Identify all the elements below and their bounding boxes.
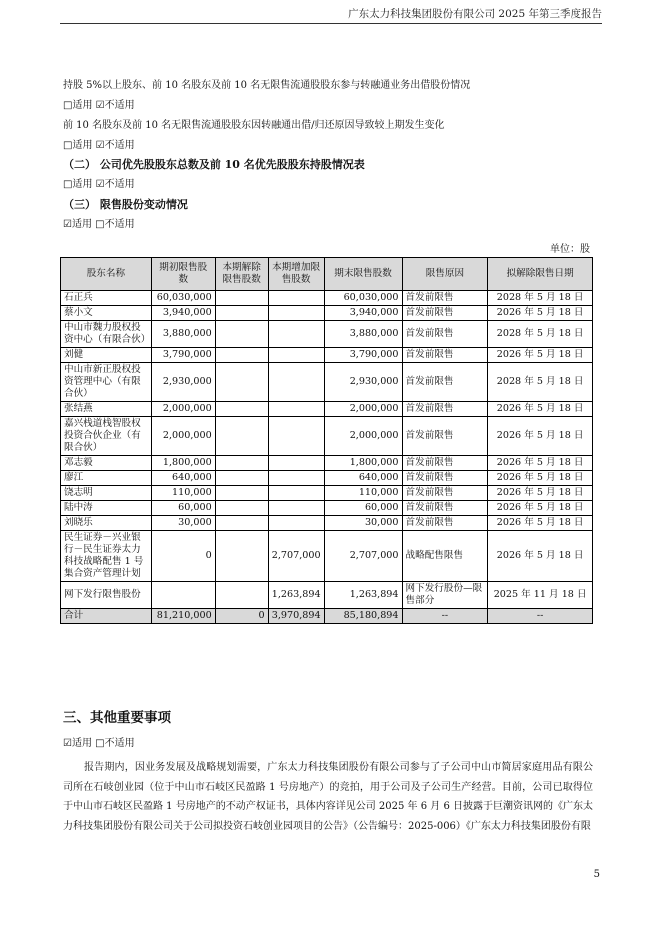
table-cell: 合计 — [61, 609, 152, 624]
table-cell — [215, 456, 268, 471]
col-header: 期末限售股数 — [324, 258, 402, 291]
restricted-shares-table — [60, 257, 593, 624]
table-cell: 2026 年 5 月 18 日 — [488, 417, 593, 456]
table-cell: 网下发行股份—限售部分 — [402, 582, 488, 609]
table-cell: 1,263,894 — [324, 582, 402, 609]
report-header-title: 广东太力科技集团股份有限公司 2025 年第三季度报告 — [348, 8, 602, 20]
table-cell: 首发前限售 — [402, 363, 488, 402]
table-cell: 民生证券－兴业银行－民生证券太力科技战略配售 1 号集合资产管理计划 — [61, 531, 152, 582]
table-cell: 2026 年 5 月 18 日 — [488, 306, 593, 321]
table-cell: 廖江 — [61, 471, 152, 486]
table-row — [61, 417, 593, 456]
table-row — [61, 363, 593, 402]
table-cell — [268, 417, 324, 456]
table-cell: 2026 年 5 月 18 日 — [488, 471, 593, 486]
table-cell: 3,790,000 — [324, 348, 402, 363]
table-cell — [268, 348, 324, 363]
applicability-2: □适用 ☑不适用 — [63, 140, 135, 151]
table-cell: 640,000 — [151, 471, 215, 486]
table-row — [61, 402, 593, 417]
table-cell: 首发前限售 — [402, 348, 488, 363]
table-cell: 中山市魏力股权投资中心（有限合伙） — [61, 321, 152, 348]
table-cell — [215, 348, 268, 363]
table-cell: 2026 年 5 月 18 日 — [488, 516, 593, 531]
table-cell: 2,707,000 — [268, 531, 324, 582]
table-row — [61, 531, 593, 582]
header-divider — [60, 23, 602, 24]
table-cell — [268, 291, 324, 306]
table-cell: 2026 年 5 月 18 日 — [488, 456, 593, 471]
table-cell: 3,790,000 — [151, 348, 215, 363]
table-cell: 60,030,000 — [151, 291, 215, 306]
table-cell — [215, 501, 268, 516]
table-cell: 2,000,000 — [151, 402, 215, 417]
table-cell: 1,263,894 — [268, 582, 324, 609]
table-cell: 首发前限售 — [402, 417, 488, 456]
table-cell: 2026 年 5 月 18 日 — [488, 486, 593, 501]
table-cell: 2028 年 5 月 18 日 — [488, 321, 593, 348]
table-cell: -- — [402, 609, 488, 624]
table-cell: 首发前限售 — [402, 291, 488, 306]
table-cell: 2,000,000 — [324, 402, 402, 417]
table-cell: 2025 年 11 月 18 日 — [488, 582, 593, 609]
table-cell: 81,210,000 — [151, 609, 215, 624]
table-cell: 0 — [215, 609, 268, 624]
table-cell — [215, 306, 268, 321]
table-row — [61, 348, 593, 363]
table-cell: 邓志毅 — [61, 456, 152, 471]
text-lending-heading: 持股 5%以上股东、前 10 名股东及前 10 名无限售流通股股东参与转融通业务出借股份情况 — [63, 80, 471, 91]
table-cell: 首发前限售 — [402, 402, 488, 417]
table-cell — [215, 363, 268, 402]
unit-label: 单位：股 — [550, 244, 590, 255]
table-cell: 嘉兴栈道栈智股权投资合伙企业（有限合伙） — [61, 417, 152, 456]
table-cell: 3,880,000 — [151, 321, 215, 348]
col-header: 本期增加限售股数 — [268, 258, 324, 291]
table-cell — [268, 306, 324, 321]
table-cell: 85,180,894 — [324, 609, 402, 624]
table-cell — [268, 471, 324, 486]
table-cell: 首发前限售 — [402, 486, 488, 501]
table-cell: 110,000 — [324, 486, 402, 501]
table-cell: 首发前限售 — [402, 456, 488, 471]
col-header: 限售原因 — [402, 258, 488, 291]
col-header: 期初限售股数 — [151, 258, 215, 291]
table-cell: 2026 年 5 月 18 日 — [488, 348, 593, 363]
table-total-row — [61, 609, 593, 624]
table-cell — [268, 501, 324, 516]
table-cell — [268, 456, 324, 471]
table-cell — [215, 291, 268, 306]
table-cell — [268, 516, 324, 531]
table-cell: 首发前限售 — [402, 321, 488, 348]
table-cell — [268, 402, 324, 417]
table-cell — [215, 321, 268, 348]
table-row — [61, 321, 593, 348]
table-cell: 2026 年 5 月 18 日 — [488, 531, 593, 582]
table-cell: 陆中涛 — [61, 501, 152, 516]
table-cell — [215, 417, 268, 456]
table-cell: 0 — [151, 531, 215, 582]
section-body-paragraph: 报告期内，因业务发展及战略规划需要，广东太力科技集团股份有限公司参与了子公司中山市简居家庭用品有限公司所在石岐创业园（位于中山市石岐区民盈路 1 号房地产）的竞拍，用于公司及子公司生产经营。目前，公司已取得位于中山市石岐区民盈路 1 号房地产的不动产权证书，具体内容详见公司 2025 年 6 月 6 日披露于巨潮资讯网的《广东太力科技集团股份有限公司关于公司拟投资石岐创业园项目的公告》（公告编号：2025-006）《广东太力科技集团股份有限 — [63, 762, 593, 832]
table-cell: 2026 年 5 月 18 日 — [488, 501, 593, 516]
table-row — [61, 516, 593, 531]
table-cell: 2,930,000 — [151, 363, 215, 402]
col-header: 本期解除限售股数 — [215, 258, 268, 291]
table-cell: 30,000 — [324, 516, 402, 531]
table-cell: 首发前限售 — [402, 501, 488, 516]
table-cell: 3,970,894 — [268, 609, 324, 624]
table-cell: 3,880,000 — [324, 321, 402, 348]
table-cell: 网下发行限售股份 — [61, 582, 152, 609]
table-cell — [268, 363, 324, 402]
table-cell: 刘健 — [61, 348, 152, 363]
table-cell: 中山市新正股权投资管理中心（有限合伙） — [61, 363, 152, 402]
table-cell — [215, 471, 268, 486]
table-cell — [215, 531, 268, 582]
table-cell: 60,030,000 — [324, 291, 402, 306]
table-cell: 2,000,000 — [324, 417, 402, 456]
section-title: 三、其他重要事项 — [63, 710, 171, 726]
applicability-1: □适用 ☑不适用 — [63, 100, 135, 111]
table-cell: 2028 年 5 月 18 日 — [488, 291, 593, 306]
table-cell: 首发前限售 — [402, 306, 488, 321]
table-cell — [215, 402, 268, 417]
table-cell: 蔡小文 — [61, 306, 152, 321]
heading-restricted-shares: （三） 限售股份变动情况 — [63, 198, 188, 211]
table-cell: 刘晓乐 — [61, 516, 152, 531]
table-cell: 3,940,000 — [151, 306, 215, 321]
table-cell — [215, 486, 268, 501]
page-number: 5 — [593, 869, 600, 880]
applicability-5: ☑适用 □不适用 — [63, 738, 135, 749]
col-header: 股东名称 — [61, 258, 152, 291]
table-cell: 战略配售限售 — [402, 531, 488, 582]
table-cell: 饶志明 — [61, 486, 152, 501]
table-cell: 2026 年 5 月 18 日 — [488, 402, 593, 417]
applicability-3: □适用 ☑不适用 — [63, 179, 135, 190]
table-cell: 张结燕 — [61, 402, 152, 417]
table-cell: 首发前限售 — [402, 516, 488, 531]
table-cell: 首发前限售 — [402, 471, 488, 486]
table-cell: 30,000 — [151, 516, 215, 531]
text-change-heading: 前 10 名股东及前 10 名无限售流通股股东因转融通出借/归还原因导致较上期发生变化 — [63, 120, 445, 131]
table-row — [61, 471, 593, 486]
table-header-row — [61, 258, 593, 291]
table-cell: 2,707,000 — [324, 531, 402, 582]
table-cell — [268, 486, 324, 501]
table-cell — [215, 516, 268, 531]
table-cell: 石正兵 — [61, 291, 152, 306]
table-cell: 640,000 — [324, 471, 402, 486]
table-row — [61, 291, 593, 306]
table-cell: 2,000,000 — [151, 417, 215, 456]
table-cell: 3,940,000 — [324, 306, 402, 321]
table-cell: -- — [488, 609, 593, 624]
table-row — [61, 306, 593, 321]
table-cell: 2,930,000 — [324, 363, 402, 402]
table-row — [61, 486, 593, 501]
table-cell — [151, 582, 215, 609]
table-cell: 1,800,000 — [324, 456, 402, 471]
table-cell: 1,800,000 — [151, 456, 215, 471]
applicability-4: ☑适用 □不适用 — [63, 219, 135, 230]
table-row — [61, 582, 593, 609]
heading-preferred-shares: （二） 公司优先股股东总数及前 10 名优先股股东持股情况表 — [63, 158, 365, 171]
table-cell — [268, 321, 324, 348]
table-cell — [215, 582, 268, 609]
table-cell: 60,000 — [151, 501, 215, 516]
table-row — [61, 501, 593, 516]
col-header: 拟解除限售日期 — [488, 258, 593, 291]
table-row — [61, 456, 593, 471]
table-cell: 60,000 — [324, 501, 402, 516]
table-cell: 110,000 — [151, 486, 215, 501]
table-cell: 2028 年 5 月 18 日 — [488, 363, 593, 402]
